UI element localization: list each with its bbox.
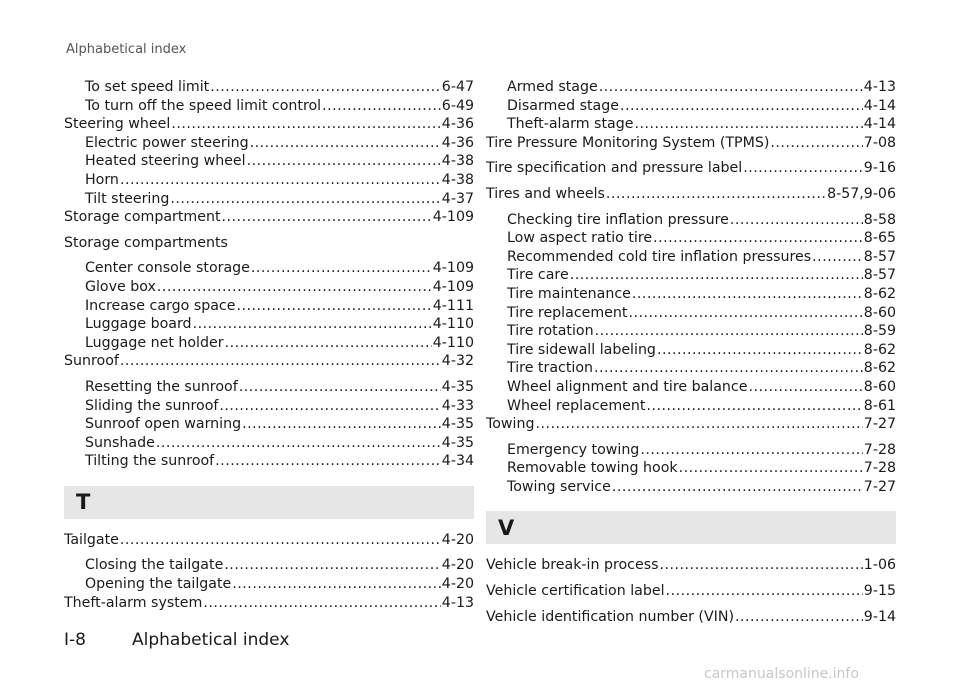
dot-leader — [646, 397, 862, 416]
index-subentry — [486, 285, 896, 304]
index-subentry — [486, 341, 896, 360]
entry-text: Tailgate — [64, 531, 119, 548]
dot-leader — [748, 378, 862, 397]
index-entry — [486, 556, 896, 575]
entry-text: Tire care — [507, 267, 569, 284]
entry-page: 4-13 — [863, 79, 896, 95]
dot-leader — [666, 582, 863, 601]
entry-page: 4-35 — [441, 434, 474, 451]
entry-page: 4-38 — [441, 171, 474, 188]
running-header: Alphabetical index — [66, 42, 187, 57]
dot-leader — [743, 159, 863, 178]
entry-text: To turn off the speed limit control — [85, 97, 322, 114]
index-subentry — [64, 452, 474, 471]
index-entry — [64, 531, 474, 550]
entry-page: 4-109 — [432, 209, 474, 226]
dot-leader — [239, 378, 441, 397]
entry-page: 4-36 — [441, 134, 474, 151]
index-entry — [486, 608, 896, 627]
entry-text: Glove box — [85, 278, 156, 295]
dot-leader — [157, 278, 432, 297]
dot-leader — [225, 334, 432, 353]
entry-text: Vehicle break-in process — [486, 557, 659, 574]
entry-text: Heated steering wheel — [85, 153, 246, 170]
index-subentry — [64, 378, 474, 397]
entry-text: Wheel replacement — [507, 397, 646, 414]
entry-page: 4-20 — [441, 531, 474, 548]
entry-page: 8-65 — [863, 230, 896, 247]
index-subentry — [486, 229, 896, 248]
dot-leader — [628, 304, 862, 323]
dot-leader — [606, 185, 826, 204]
entry-text: Center console storage — [85, 260, 250, 277]
entry-page: 9-15 — [863, 583, 896, 600]
dot-leader — [660, 556, 863, 575]
dot-leader — [203, 594, 440, 613]
entry-text: Tires and wheels — [486, 185, 605, 202]
index-entry — [486, 134, 896, 153]
entry-text: Vehicle certification label — [486, 583, 665, 600]
entry-page: 7-08 — [863, 134, 896, 151]
dot-leader — [620, 97, 863, 116]
index-entry — [64, 234, 474, 253]
watermark: carmanualsonline.info — [704, 666, 859, 682]
footer-title: Alphabetical index — [132, 630, 290, 650]
index-subentry — [64, 134, 474, 153]
index-subentry — [486, 359, 896, 378]
dot-leader — [236, 297, 431, 316]
entry-page: 1-06 — [863, 557, 896, 574]
entry-text: Luggage net holder — [85, 334, 224, 351]
entry-page: 8-61 — [863, 397, 896, 414]
entry-page: 8-60 — [863, 378, 896, 395]
index-subentry — [64, 334, 474, 353]
entry-text: Resetting the sunroof — [85, 378, 238, 395]
index-subentry — [486, 97, 896, 116]
index-subentry — [486, 78, 896, 97]
entry-text: Disarmed stage — [507, 97, 619, 114]
entry-text: Sunroof open warning — [85, 416, 242, 433]
entry-text: Towing service — [507, 478, 611, 495]
index-column-left — [64, 78, 474, 612]
dot-leader — [171, 115, 440, 134]
entry-page: 7-27 — [863, 416, 896, 433]
entry-text: Towing — [486, 416, 535, 433]
entry-page: 4-33 — [441, 397, 474, 414]
dot-leader — [735, 608, 863, 627]
dot-leader — [251, 259, 432, 278]
entry-text: Opening the tailgate — [85, 576, 232, 593]
dot-leader — [219, 397, 440, 416]
index-subentry — [486, 248, 896, 267]
footer-page-number: I-8 — [64, 630, 86, 650]
index-subentry — [486, 378, 896, 397]
dot-leader — [247, 152, 441, 171]
entry-page: 8-62 — [863, 341, 896, 358]
index-entry — [64, 352, 474, 371]
dot-leader — [634, 115, 862, 134]
entry-text: Recommended cold tire inflation pressures — [507, 248, 812, 265]
entry-page: 9-16 — [863, 160, 896, 177]
entry-page: 8-62 — [863, 360, 896, 377]
entry-text: Theft-alarm system — [64, 594, 203, 611]
dot-leader — [232, 575, 441, 594]
entry-text: Sliding the sunroof — [85, 397, 219, 414]
entry-page: 4-111 — [432, 297, 474, 314]
entry-page: 8-60 — [863, 304, 896, 321]
index-subentry — [64, 97, 474, 116]
dot-leader — [322, 97, 441, 116]
index-subentry — [64, 152, 474, 171]
section-letter: V — [498, 515, 515, 540]
entry-page: 4-109 — [432, 278, 474, 295]
index-entry — [64, 594, 474, 613]
entry-text: Tire sidewall labeling — [507, 341, 656, 358]
index-entry — [64, 115, 474, 134]
entry-text: Horn — [85, 171, 119, 188]
dot-leader — [193, 315, 432, 334]
dot-leader — [632, 285, 863, 304]
entry-page: 7-28 — [863, 460, 896, 477]
index-entry — [486, 582, 896, 601]
entry-page: 4-13 — [441, 594, 474, 611]
entry-text: Storage compartment — [64, 209, 221, 226]
entry-text: Tire replacement — [507, 304, 628, 321]
entry-page: 4-110 — [432, 334, 474, 351]
entry-text: Tilting the sunroof — [85, 453, 215, 470]
dot-leader — [770, 134, 862, 153]
entry-text: Tire rotation — [507, 323, 594, 340]
index-entry — [64, 208, 474, 227]
dot-leader — [812, 248, 863, 267]
dot-leader — [679, 459, 863, 478]
entry-page: 4-36 — [441, 116, 474, 133]
index-entry — [486, 185, 896, 204]
dot-leader — [242, 415, 441, 434]
entry-text: Removable towing hook — [507, 460, 678, 477]
entry-text: Vehicle identification number (VIN) — [486, 608, 734, 625]
index-subentry — [486, 459, 896, 478]
index-subentry — [486, 441, 896, 460]
entry-page: 4-20 — [441, 576, 474, 593]
entry-page: 7-27 — [863, 478, 896, 495]
entry-text: Armed stage — [507, 79, 598, 95]
entry-page: 4-109 — [432, 260, 474, 277]
entry-text: Wheel alignment and tire balance — [507, 378, 748, 395]
entry-text: Steering wheel — [64, 116, 171, 133]
dot-leader — [570, 266, 863, 285]
entry-page: 8-62 — [863, 285, 896, 302]
index-subentry — [64, 556, 474, 575]
dot-leader — [730, 211, 863, 230]
index-subentry — [486, 211, 896, 230]
dot-leader — [215, 452, 441, 471]
index-subentry — [64, 434, 474, 453]
entry-text: Tire maintenance — [507, 285, 631, 302]
index-subentry — [486, 115, 896, 134]
entry-text: Increase cargo space — [85, 297, 236, 314]
entry-page: 8-57 — [863, 267, 896, 284]
entry-text: Sunroof — [64, 353, 119, 370]
entry-text: Tilt steering — [85, 190, 170, 207]
index-subentry — [486, 397, 896, 416]
index-subentry — [64, 259, 474, 278]
index-subentry — [64, 415, 474, 434]
entry-text: Closing the tailgate — [85, 557, 224, 574]
index-column-right — [486, 78, 896, 626]
entry-text: Tire Pressure Monitoring System (TPMS) — [486, 134, 770, 151]
dot-leader — [120, 352, 441, 371]
index-subentry — [486, 266, 896, 285]
entry-page: 4-35 — [441, 416, 474, 433]
index-subentry — [64, 190, 474, 209]
entry-page: 4-32 — [441, 353, 474, 370]
entry-page: 6-47 — [441, 79, 474, 95]
index-subentry — [64, 575, 474, 594]
entry-text: Emergency towing — [507, 441, 640, 458]
section-header — [486, 511, 896, 544]
entry-page: 4-20 — [441, 557, 474, 574]
index-subentry — [486, 478, 896, 497]
dot-leader — [222, 208, 432, 227]
entry-page: 9-14 — [863, 608, 896, 625]
dot-leader — [599, 78, 863, 97]
dot-leader — [653, 229, 863, 248]
entry-page: 7-28 — [863, 441, 896, 458]
dot-leader — [594, 359, 863, 378]
entry-text: To set speed limit — [85, 79, 210, 95]
entry-page: 4-110 — [432, 316, 474, 333]
entry-text: Luggage board — [85, 316, 192, 333]
index-entry — [486, 415, 896, 434]
dot-leader — [595, 322, 863, 341]
dot-leader — [210, 78, 441, 97]
dot-leader — [657, 341, 863, 360]
dot-leader — [120, 531, 441, 550]
entry-page: 8-58 — [863, 211, 896, 228]
entry-page: 4-14 — [863, 116, 896, 133]
entry-text: Low aspect ratio tire — [507, 230, 653, 247]
entry-page: 8-57,9-06 — [827, 185, 896, 202]
entry-text: Electric power steering — [85, 134, 249, 151]
entry-page: 8-57 — [863, 248, 896, 265]
index-subentry — [64, 78, 474, 97]
section-header — [64, 486, 474, 519]
index-subentry — [64, 278, 474, 297]
index-subentry — [486, 304, 896, 323]
entry-text: Tire specification and pressure label — [486, 160, 743, 177]
dot-leader — [120, 171, 441, 190]
index-subentry — [64, 171, 474, 190]
dot-leader — [250, 134, 441, 153]
entry-text: Theft-alarm stage — [507, 116, 634, 133]
dot-leader — [612, 478, 863, 497]
entry-page: 6-49 — [441, 97, 474, 114]
index-subentry — [64, 315, 474, 334]
section-letter: T — [76, 490, 91, 515]
entry-page: 4-37 — [441, 190, 474, 207]
index-subentry — [64, 297, 474, 316]
entry-page: 8-59 — [863, 323, 896, 340]
entry-text: Sunshade — [85, 434, 155, 451]
entry-text: Checking tire inflation pressure — [507, 211, 729, 228]
index-subentry — [64, 397, 474, 416]
index-entry — [486, 159, 896, 178]
entry-page: 4-34 — [441, 453, 474, 470]
entry-page: 4-35 — [441, 378, 474, 395]
dot-leader — [156, 434, 441, 453]
entry-page: 4-14 — [863, 97, 896, 114]
index-subentry — [486, 322, 896, 341]
dot-leader — [535, 415, 862, 434]
dot-leader — [640, 441, 862, 460]
entry-text: Tire traction — [507, 360, 593, 377]
entry-page: 4-38 — [441, 153, 474, 170]
dot-leader — [224, 556, 441, 575]
dot-leader — [170, 190, 440, 209]
entry-text: Storage compartments — [64, 234, 228, 251]
